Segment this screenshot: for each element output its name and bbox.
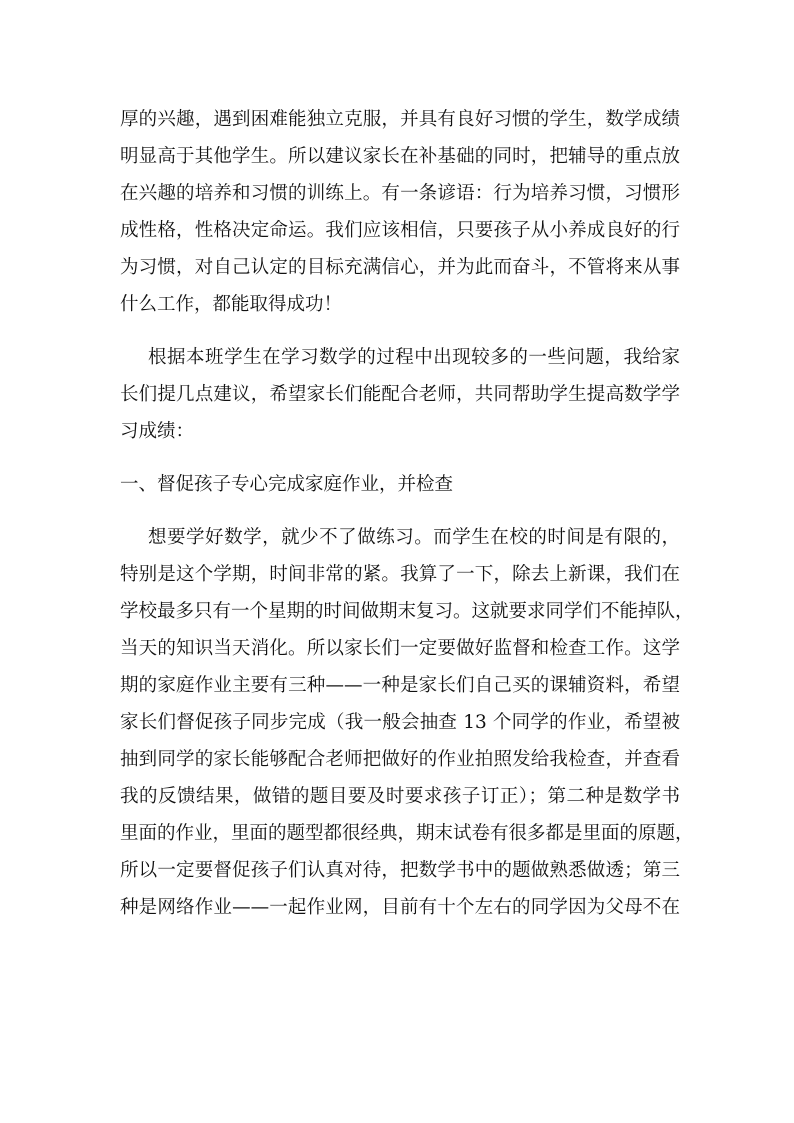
- text-line: 所以一定要督促孩子们认真对待，把数学书中的题做熟悉做透；第三: [120, 860, 680, 881]
- text-line: 成性格，性格决定命运。我们应该相信，只要孩子从小养成良好的行: [120, 220, 680, 241]
- paragraph-3: [120, 519, 694, 926]
- text-line: 厚的兴趣，遇到困难能独立克服，并具有良好习惯的学生，数学成绩: [120, 109, 680, 130]
- text-line: 我的反馈结果，做错的题目要及时要求孩子订正）；第二种是数学书: [120, 786, 680, 807]
- text-line: 什么工作，都能取得成功！: [120, 294, 343, 315]
- paragraph-gap: [120, 503, 680, 519]
- text-line: 学校最多只有一个星期的时间做期末复习。这就要求同学们不能掉队，: [120, 601, 694, 622]
- text-line: 家长们督促孩子同步完成（我一般会抽查 13 个同学的作业，希望被: [120, 712, 680, 733]
- text-line: 当天的知识当天消化。所以家长们一定要做好监督和检查工作。这学: [120, 638, 680, 659]
- text-line: 期的家庭作业主要有三种——一种是家长们自己买的课辅资料，希望: [120, 675, 680, 696]
- section-heading: 一、督促孩子专心完成家庭作业，并检查: [120, 474, 454, 495]
- text-line: 习成绩：: [120, 421, 195, 442]
- text-line: 特别是这个学期，时间非常的紧。我算了一下，除去上新课，我们在: [120, 564, 680, 585]
- text-line: 明显高于其他学生。所以建议家长在补基础的同时，把辅导的重点放: [120, 146, 680, 167]
- paragraph-1: [120, 101, 680, 323]
- paragraph-gap: [120, 323, 680, 339]
- text-line: 想要学好数学，就少不了做练习。而学生在校的时间是有限的，: [148, 527, 680, 548]
- text-line: 种是网络作业——一起作业网，目前有十个左右的同学因为父母不在: [120, 897, 680, 918]
- text-line: 为习惯，对自己认定的目标充满信心，并为此而奋斗，不管将来从事: [120, 257, 680, 278]
- text-line: 长们提几点建议，希望家长们能配合老师，共同帮助学生提高数学学: [120, 384, 680, 405]
- text-line: 根据本班学生在学习数学的过程中出现较多的一些问题，我给家: [148, 347, 680, 368]
- text-line: 抽到同学的家长能够配合老师把做好的作业拍照发给我检查，并查看: [120, 749, 680, 770]
- paragraph-gap: [120, 450, 680, 466]
- paragraph-2: [120, 339, 680, 450]
- text-line: 里面的作业，里面的题型都很经典，期末试卷有很多都是里面的原题，: [120, 823, 694, 844]
- document-body: [120, 101, 694, 926]
- text-line: 在兴趣的培养和习惯的训练上。有一条谚语：行为培养习惯，习惯形: [120, 183, 680, 204]
